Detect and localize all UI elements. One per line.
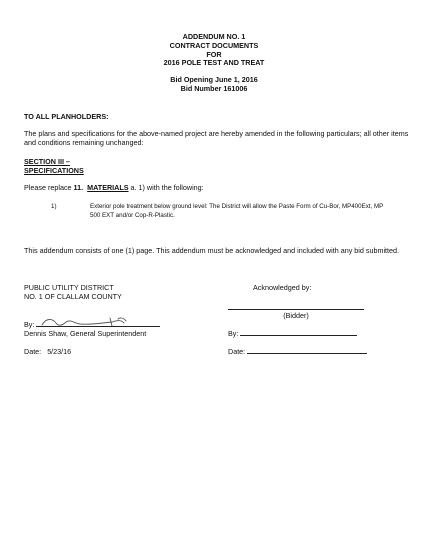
left-date — [24, 348, 71, 357]
materials-label: MATERIALS — [87, 183, 129, 192]
right-date-line — [228, 348, 367, 357]
closing-paragraph: This addendum consists of one (1) page. This addendum must be acknowledged and included with any bid submitted. — [24, 246, 400, 255]
right-by-underline — [240, 335, 357, 336]
org-name-line2: NO. 1 OF CLALLAM COUNTY — [24, 292, 122, 301]
date-value: 5/23/16 — [47, 347, 72, 356]
salutation: TO ALL PLANHOLDERS: — [24, 112, 109, 121]
signer-name: Dennis Shaw, General Superintendent — [24, 329, 147, 338]
bidder-line — [228, 304, 364, 310]
acknowledged-by: Acknowledged by: — [253, 283, 312, 292]
by-label: By: — [24, 320, 35, 329]
item-number: 1) — [51, 203, 57, 210]
org-name-line1: PUBLIC UTILITY DISTRICT — [24, 283, 114, 292]
project-title: 2016 POLE TEST AND TREAT — [163, 58, 265, 68]
for-line: FOR — [206, 49, 222, 59]
replace-instruction — [24, 184, 204, 193]
bidder-label: (Bidder) — [283, 311, 309, 320]
addendum-title: ADDENDUM NO. 1 — [182, 32, 246, 41]
replace-suffix: a. 1) with the following: — [128, 183, 204, 192]
section-heading-line1: SECTION III – — [24, 157, 70, 166]
item-text: Exterior pole treatment below ground level: The District will allow the Paste Form of Cu-Bor, MP400Ext, MP 500 EXT and/or Cop-R-Plastic. — [90, 203, 384, 219]
section-heading-line2: SPECIFICATIONS — [24, 165, 84, 175]
right-date-underline — [247, 353, 367, 354]
bid-number: Bid Number 161006 — [180, 83, 248, 93]
right-by-line — [228, 330, 357, 339]
contract-documents-line: CONTRACT DOCUMENTS — [169, 40, 259, 50]
bid-opening-date: Bid Opening June 1, 2016 — [170, 75, 258, 85]
signature-line — [36, 326, 160, 327]
right-date-label: Date: — [228, 347, 246, 356]
section-number: 11. — [73, 183, 84, 192]
intro-paragraph: The plans and specifications for the above-named project are hereby amended in the following particulars; all other items and conditions remaining unchanged: — [24, 129, 409, 147]
replace-prefix: Please replace — [24, 183, 74, 192]
right-by-label: By: — [228, 329, 239, 338]
document-header — [0, 33, 428, 94]
date-label: Date: — [24, 347, 42, 356]
